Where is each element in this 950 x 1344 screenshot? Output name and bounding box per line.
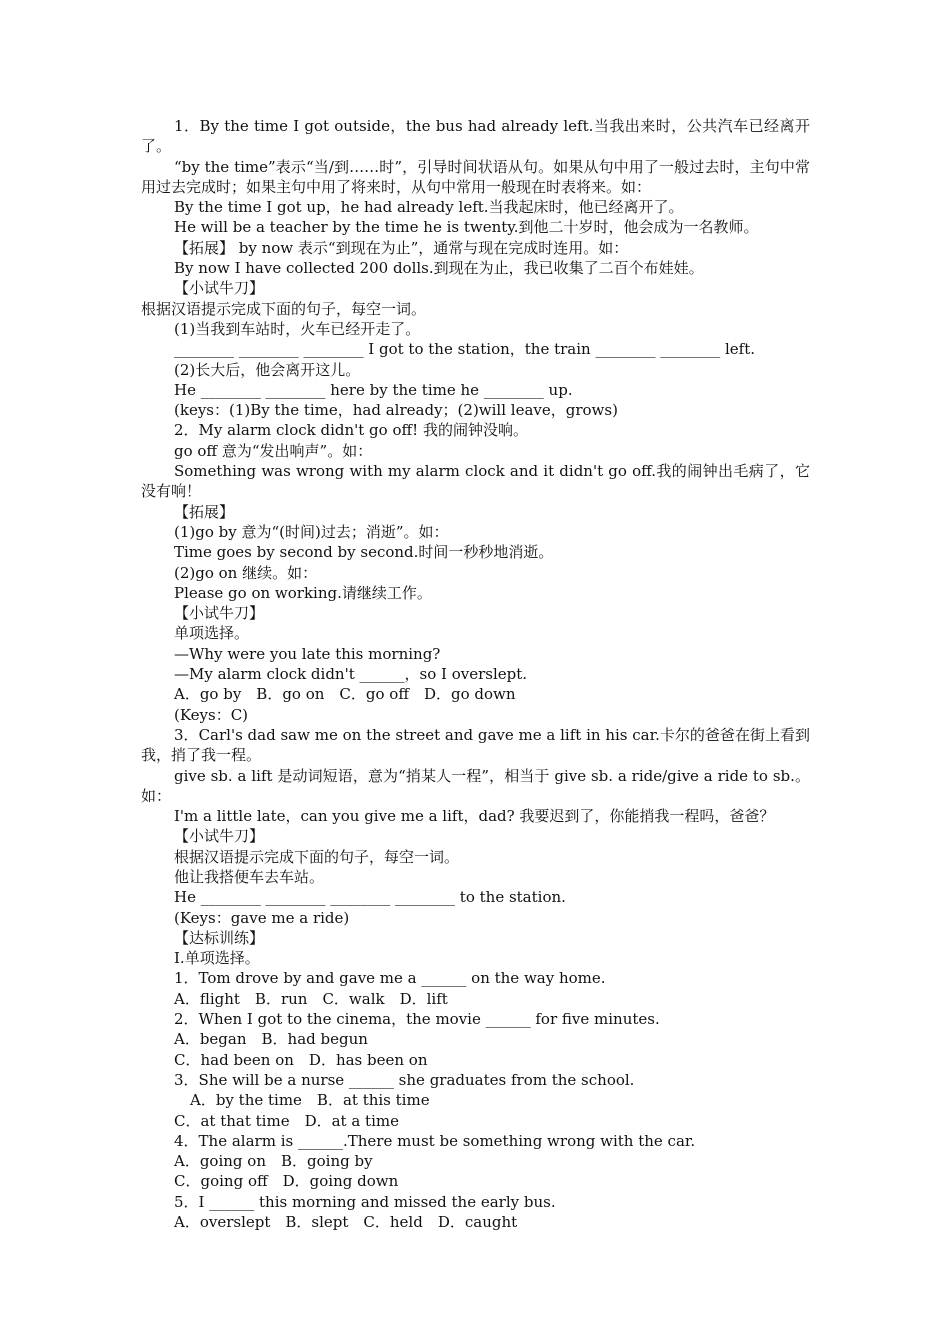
answer-key: (keys：(1)By the time，had already；(2)will leave，grows) [174,401,618,420]
fill-blank-line: He ________ ________ here by the time he ________ up. [174,380,573,399]
question: 4．The alarm is ______.There must be something wrong with the car. [174,1131,696,1150]
section-heading: 【小试牛刀】 [174,279,265,298]
section-heading: 【达标训练】 [174,928,265,947]
instruction: 根据汉语提示完成下面的句子，每空一词。 [174,847,460,866]
paragraph: Time goes by second by second.时间一秒秒地消逝。 [174,543,554,562]
section-heading: 【小试牛刀】 [174,827,265,846]
paragraph: Please go on working.请继续工作。 [174,583,432,602]
paragraph: 1．By the time I got outside，the bus had already left.当我出来时，公共汽车已经离开了。 [141,117,810,156]
paragraph: (2)go on 继续。如： [174,563,318,582]
paragraph: (2)长大后，他会离开这儿。 [174,360,361,379]
paragraph: (1)go by 意为“(时间)过去；消逝”。如： [174,522,449,541]
section-heading: 【拓展】 [174,502,235,521]
paragraph: Something was wrong with my alarm clock and it didn't go off.我的闹钟出毛病了，它没有响！ [141,462,810,501]
answer-options: A．flight B．run C．walk D．lift [174,989,448,1008]
document-body [141,116,810,1232]
dialogue-line: —My alarm clock didn't ______，so I overslept. [174,665,528,684]
paragraph: He will be a teacher by the time he is twenty.到他二十岁时，他会成为一名教师。 [174,218,759,237]
answer-options: A．overslept B．slept C．held D．caught [174,1213,518,1232]
paragraph: “by the time”表示“当/到……时”，引导时间状语从句。如果从句中用了一般过去时，主句中常用过去完成时；如果主句中用了将来时，从句中常用一般现在时表将来。如： [141,157,810,196]
answer-options: A．by the time B．at this time [190,1091,430,1110]
answer-options: A．go by B．go on C．go off D．go down [174,685,516,704]
paragraph: By now I have collected 200 dolls.到现在为止，我已收集了二百个布娃娃。 [174,259,704,278]
paragraph: (1)当我到车站时，火车已经开走了。 [174,319,421,338]
question: 5．I ______ this morning and missed the early bus. [174,1192,556,1211]
paragraph: 【拓展】 by now 表示“到现在为止”，通常与现在完成时连用。如： [174,238,629,257]
question: 2．When I got to the cinema，the movie ______ for five minutes. [174,1010,660,1029]
paragraph: By the time I got up，he had already left.当我起床时，他已经离开了。 [174,198,684,217]
answer-options: C．at that time D．at a time [174,1111,399,1130]
section-heading: 【小试牛刀】 [174,604,265,623]
answer-options: A．going on B．going by [174,1152,373,1171]
answer-options: C．had been on D．has been on [174,1050,428,1069]
dialogue-line: —Why were you late this morning? [174,644,441,663]
instruction: Ⅰ.单项选择。 [174,949,260,968]
answer-key: (Keys：gave me a ride) [174,908,350,927]
question: 3．She will be a nurse ______ she graduates from the school. [174,1070,635,1089]
question: 1．Tom drove by and gave me a ______ on the way home. [174,969,606,988]
paragraph: 3．Carl's dad saw me on the street and gave me a lift in his car.卡尔的爸爸在街上看到我，捎了我一程。 [141,725,810,765]
answer-options: C．going off D．going down [174,1172,399,1191]
answer-key: (Keys：C) [174,705,249,724]
fill-blank-line: ________ ________ ________ I got to the station，the train ________ ________ left. [174,340,756,359]
instruction: 单项选择。 [174,624,250,643]
paragraph: give sb. a lift 是动词短语，意为“捎某人一程”，相当于 give sb. a ride/give a ride to sb.。如： [141,766,810,805]
paragraph: 2．My alarm clock didn't go off! 我的闹钟没响。 [174,421,528,440]
answer-options: A．began B．had begun [174,1030,368,1049]
instruction: 根据汉语提示完成下面的句子，每空一词。 [141,299,427,318]
paragraph: I'm a little late，can you give me a lift，dad? 我要迟到了，你能捎我一程吗，爸爸？ [174,807,775,826]
paragraph: go off 意为“发出响声”。如： [174,441,373,460]
paragraph: 他让我搭便车去车站。 [174,867,325,886]
fill-blank-line: He ________ ________ ________ ________ to the station. [174,888,566,907]
